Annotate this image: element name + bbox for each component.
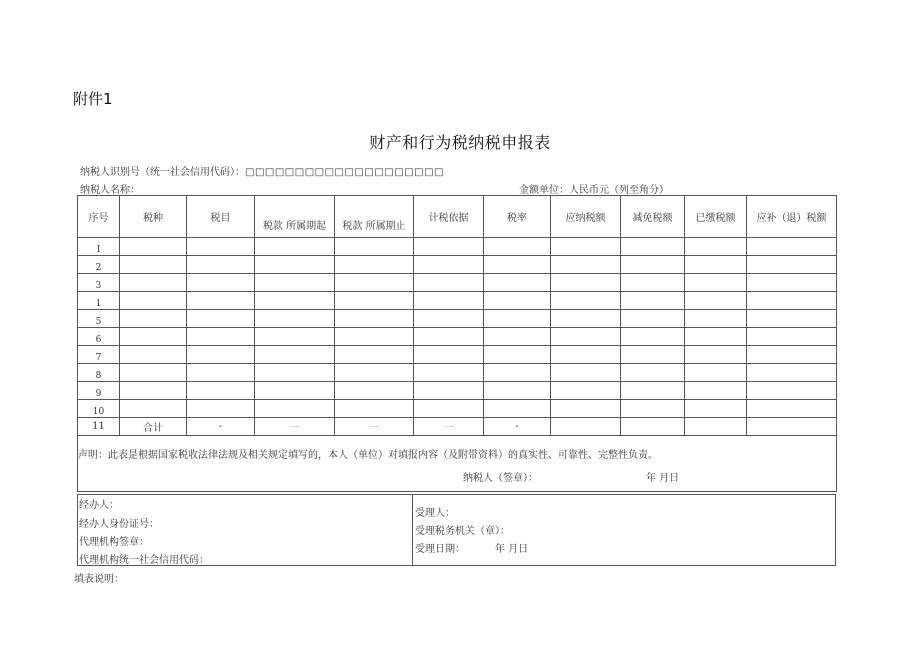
table-row: [78, 346, 837, 364]
table-cell[interactable]: [621, 274, 685, 292]
table-cell[interactable]: [335, 310, 414, 328]
taxpayer-name-label: 纳税人名称：: [80, 185, 140, 196]
table-cell[interactable]: [484, 292, 551, 310]
table-cell[interactable]: [621, 310, 685, 328]
total-cell: 一: [414, 418, 484, 436]
table-cell[interactable]: [747, 364, 837, 382]
table-cell[interactable]: [484, 274, 551, 292]
table-cell[interactable]: [187, 274, 255, 292]
table-cell[interactable]: [685, 364, 747, 382]
table-cell[interactable]: [187, 400, 255, 418]
table-cell[interactable]: [551, 256, 621, 274]
table-cell[interactable]: [120, 364, 187, 382]
table-cell[interactable]: [255, 364, 335, 382]
table-cell[interactable]: [484, 256, 551, 274]
table-row: [78, 382, 837, 400]
table-cell[interactable]: [551, 346, 621, 364]
table-cell[interactable]: [255, 382, 335, 400]
declaration-cell: [78, 436, 837, 492]
row-number: 5: [78, 310, 120, 328]
table-cell[interactable]: [685, 382, 747, 400]
table-cell[interactable]: [414, 256, 484, 274]
table-cell[interactable]: [747, 292, 837, 310]
box-divider: [412, 495, 413, 565]
table-cell[interactable]: [747, 274, 837, 292]
table-cell[interactable]: [187, 346, 255, 364]
declaration-date-label: 年 月日: [646, 473, 680, 484]
table-cell[interactable]: [685, 346, 747, 364]
table-cell[interactable]: [414, 274, 484, 292]
table-cell[interactable]: [551, 328, 621, 346]
table-cell[interactable]: [335, 292, 414, 310]
table-cell[interactable]: [414, 382, 484, 400]
table-cell[interactable]: [747, 256, 837, 274]
total-cell: -: [484, 418, 551, 436]
table-cell[interactable]: [335, 274, 414, 292]
taxpayer-id-boxes[interactable]: □□□□□□□□□□□□□□□□□□□□: [245, 167, 444, 178]
table-cell[interactable]: [414, 238, 484, 256]
table-cell[interactable]: [120, 238, 187, 256]
form-title: 财产和行为税纳税申报表: [369, 133, 551, 152]
table-cell[interactable]: [120, 346, 187, 364]
table-cell[interactable]: [685, 310, 747, 328]
table-cell[interactable]: [747, 238, 837, 256]
table-cell[interactable]: [621, 400, 685, 418]
table-cell[interactable]: [414, 310, 484, 328]
table-cell[interactable]: [414, 292, 484, 310]
table-cell[interactable]: [335, 400, 414, 418]
table-header-row: [78, 196, 837, 238]
table-cell[interactable]: [747, 310, 837, 328]
table-cell[interactable]: [621, 292, 685, 310]
table-cell[interactable]: [120, 382, 187, 400]
taxpayer-id-label: 纳税人识别号（统一社会信用代码）：: [80, 167, 245, 178]
header-tax-relief: 减免税额: [621, 196, 685, 238]
table-cell[interactable]: [747, 328, 837, 346]
header-tax-refund: 应补（退）税额: [747, 196, 837, 238]
table-cell[interactable]: [747, 400, 837, 418]
table-cell[interactable]: [621, 328, 685, 346]
agency-seal-label: 代理机构签章：: [79, 537, 149, 548]
row-number: 8: [78, 364, 120, 382]
agent-receiver-box: [77, 494, 836, 566]
table-cell[interactable]: [255, 238, 335, 256]
currency-unit: 金额单位：人民币元（列至角分）: [519, 185, 669, 196]
table-row: [78, 310, 837, 328]
header-tax-payable: 应纳税额: [551, 196, 621, 238]
table-cell[interactable]: [685, 292, 747, 310]
total-cell[interactable]: [747, 418, 837, 436]
table-cell[interactable]: [414, 346, 484, 364]
total-cell[interactable]: [551, 418, 621, 436]
tax-return-table: [77, 195, 837, 492]
table-cell[interactable]: [120, 256, 187, 274]
table-cell[interactable]: [747, 382, 837, 400]
row-number: 7: [78, 346, 120, 364]
receive-date-row: [415, 540, 528, 555]
total-cell: 一: [335, 418, 414, 436]
table-cell[interactable]: [484, 328, 551, 346]
attachment-label: 附件1: [73, 90, 113, 108]
row-number: 3: [78, 274, 120, 292]
table-cell[interactable]: [335, 382, 414, 400]
table-cell[interactable]: [255, 310, 335, 328]
table-row: [78, 238, 837, 256]
table-cell[interactable]: [685, 328, 747, 346]
table-cell[interactable]: [685, 400, 747, 418]
header-seq: 序号: [78, 196, 120, 238]
receive-date-value: 年 月日: [495, 544, 529, 555]
table-cell[interactable]: [335, 346, 414, 364]
table-cell[interactable]: [120, 328, 187, 346]
table-row: [78, 256, 837, 274]
header-period-end: 税款 所属期止: [335, 196, 414, 238]
table-cell[interactable]: [621, 346, 685, 364]
table-cell[interactable]: [484, 310, 551, 328]
table-cell[interactable]: [335, 238, 414, 256]
table-row: [78, 328, 837, 346]
table-cell[interactable]: [255, 274, 335, 292]
declaration-row: [78, 436, 837, 492]
table-cell[interactable]: [120, 274, 187, 292]
table-cell[interactable]: [187, 328, 255, 346]
table-cell[interactable]: [255, 346, 335, 364]
row-number: 2: [78, 256, 120, 274]
header-tax-rate: 税率: [484, 196, 551, 238]
header-tax-basis: 计税依据: [414, 196, 484, 238]
row-number: I: [78, 238, 120, 256]
signature-label: 纳税人（签章）：: [463, 473, 538, 484]
total-cell[interactable]: [685, 418, 747, 436]
declaration-text: 声明：此表是根据国家税收法律法规及相关规定填写的，本人（单位）对填报内容（及附带资料）的真实性、可靠性、完整性负责。: [78, 450, 658, 461]
table-row: [78, 400, 837, 418]
handler-id-label: 经办人身份证号：: [79, 519, 159, 530]
header-tax-type: 税种: [120, 196, 187, 238]
table-cell[interactable]: [335, 256, 414, 274]
table-cell[interactable]: [187, 310, 255, 328]
table-cell[interactable]: [484, 382, 551, 400]
table-cell[interactable]: [255, 400, 335, 418]
table-cell[interactable]: [187, 256, 255, 274]
row-number: 9: [78, 382, 120, 400]
table-cell[interactable]: [685, 238, 747, 256]
header-period-start: 税款 所属期起: [255, 196, 335, 238]
table-cell[interactable]: [335, 328, 414, 346]
table-cell[interactable]: [335, 364, 414, 382]
declaration-signature-line: [78, 461, 836, 484]
table-cell[interactable]: [255, 328, 335, 346]
table-cell[interactable]: [255, 256, 335, 274]
table-cell[interactable]: [484, 346, 551, 364]
table-cell[interactable]: [551, 382, 621, 400]
row-number: 6: [78, 328, 120, 346]
total-cell: 一: [255, 418, 335, 436]
total-label: 合计: [120, 418, 187, 436]
table-row: [78, 292, 837, 310]
table-cell[interactable]: [187, 238, 255, 256]
table-cell[interactable]: [621, 256, 685, 274]
table-cell[interactable]: [484, 400, 551, 418]
table-cell[interactable]: [484, 364, 551, 382]
table-cell[interactable]: [120, 310, 187, 328]
total-row: [78, 418, 837, 436]
total-cell[interactable]: [621, 418, 685, 436]
table-cell[interactable]: [187, 292, 255, 310]
table-cell[interactable]: [120, 292, 187, 310]
header-tax-item: 税目: [187, 196, 255, 238]
table-cell[interactable]: [414, 364, 484, 382]
table-cell[interactable]: [621, 382, 685, 400]
total-cell: -: [187, 418, 255, 436]
header-tax-paid: 已缴税额: [685, 196, 747, 238]
table-cell[interactable]: [551, 274, 621, 292]
receiver-label: 受理人：: [415, 508, 455, 519]
table-cell[interactable]: [187, 382, 255, 400]
table-cell[interactable]: [551, 292, 621, 310]
table-row: [78, 364, 837, 382]
table-cell[interactable]: [621, 364, 685, 382]
table-cell[interactable]: [747, 346, 837, 364]
table-cell[interactable]: [685, 274, 747, 292]
table-cell[interactable]: [551, 400, 621, 418]
row-number: 10: [78, 400, 120, 418]
receive-date-label: 受理日期：: [415, 544, 465, 555]
table-cell[interactable]: [551, 238, 621, 256]
taxpayer-id-row: [80, 163, 444, 178]
tax-office-label: 受理税务机关（章）：: [415, 526, 510, 537]
handler-label: 经办人：: [79, 500, 119, 511]
table-cell[interactable]: [685, 256, 747, 274]
table-cell[interactable]: [621, 238, 685, 256]
table-cell[interactable]: [255, 292, 335, 310]
table-cell[interactable]: [484, 238, 551, 256]
fill-instructions-label: 填表说明：: [74, 574, 124, 585]
table-cell[interactable]: [551, 310, 621, 328]
table-row: [78, 274, 837, 292]
table-cell[interactable]: [414, 400, 484, 418]
row-number: 1: [78, 292, 120, 310]
table-cell[interactable]: [187, 364, 255, 382]
total-seq: 11: [78, 418, 120, 436]
table-cell[interactable]: [551, 364, 621, 382]
agency-code-label: 代理机构统一社会信用代码：: [79, 555, 209, 566]
table-cell[interactable]: [414, 328, 484, 346]
table-cell[interactable]: [120, 400, 187, 418]
